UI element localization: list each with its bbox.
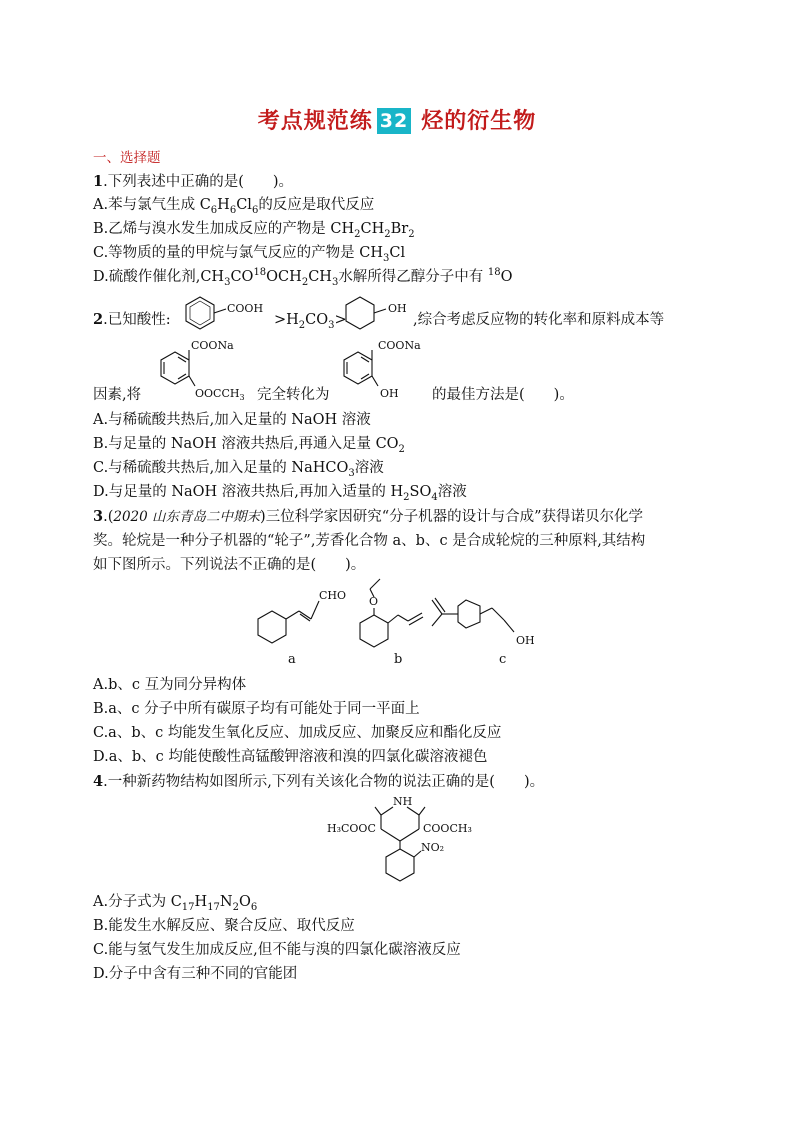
q1-option-c: C.等物质的量的甲烷与氯气反应的产物是 $CH_3Cl$ xyxy=(93,245,406,264)
q2-stem-2c: 的最佳方法是( )。 xyxy=(432,387,574,403)
compound-label-b: b xyxy=(394,652,403,667)
q3-stem-1: 3.(2020 山东青岛二中期末)三位科学家因研究“分子机器的设计与合成”获得诺贝尔化学 xyxy=(93,508,644,525)
coona-label: COONa xyxy=(191,339,234,352)
q4-option-d: D.分子中含有三种不同的官能团 xyxy=(93,966,298,982)
oh-label-3: OH xyxy=(516,634,535,647)
q3-option-a: A.b、c 互为同分异构体 xyxy=(93,677,247,693)
q1-stem xyxy=(93,172,293,192)
q3-option-d: D.a、b、c 均能使酸性高锰酸钾溶液和溴的四氯化碳溶液褪色 xyxy=(93,749,488,765)
nh-label: NH xyxy=(393,795,413,808)
title-topic: 烃的衍生物 xyxy=(421,109,537,134)
q4-option-c: C.能与氢气发生加成反应,但不能与溴的四氯化碳溶液反应 xyxy=(93,942,461,958)
q4-stem: 4.一种新药物结构如图所示,下列有关该化合物的说法正确的是( )。 xyxy=(93,773,545,790)
cho-label: CHO xyxy=(319,589,347,602)
title-prefix: 考点规范练 xyxy=(257,109,373,134)
oh-label-2: OH xyxy=(380,387,399,400)
compound-c-structure xyxy=(430,592,550,652)
compound-label-a: a xyxy=(288,652,296,667)
q2-option-c: C.与稀硫酸共热后,加入足量的 NaHCO$_3$溶液 xyxy=(93,460,384,479)
q1-stem-text: .下列表述中正确的是( )。 xyxy=(103,174,294,190)
no2-label: NO₂ xyxy=(421,841,445,854)
q3-option-b: B.a、c 分子中所有碳原子均有可能处于同一平面上 xyxy=(93,701,420,717)
q2-stem-2a: 因素,将 xyxy=(93,387,142,403)
left-ester-label: H₃COOC xyxy=(327,822,376,835)
q3-source: 2020 山东青岛二中期末 xyxy=(113,509,261,525)
q1-option-a: A.苯与氯气生成 $C_6H_6Cl_6$的反应是取代反应 xyxy=(93,197,375,216)
right-ester-label: COOCH₃ xyxy=(423,822,472,835)
q2-option-b: B.与足量的 NaOH 溶液共热后,再通入足量 $CO_2$ xyxy=(93,436,405,455)
compound-a-structure xyxy=(255,585,355,645)
oh-label: OH xyxy=(388,302,407,315)
sodium-salicylate-structure xyxy=(338,338,438,400)
oocch3-label: $OOCCH_3$ xyxy=(195,387,245,402)
compound-label-c: c xyxy=(499,652,507,667)
page-title xyxy=(0,104,794,135)
q4-option-b: B.能发生水解反应、聚合反应、取代反应 xyxy=(93,918,355,934)
q3-stem-3: 如下图所示。下列说法不正确的是( )。 xyxy=(93,557,366,573)
q2-option-d: D.与足量的 NaOH 溶液共热后,再加入适量的 $H_2SO_4$溶液 xyxy=(93,484,467,503)
q2-stem-1: 2.已知酸性: xyxy=(93,311,171,328)
q1-option-b: B.乙烯与溴水发生加成反应的产物是 $CH_2CH_2Br_2$ xyxy=(93,221,415,240)
q1-number: 1 xyxy=(93,173,104,190)
q2-option-a: A.与稀硫酸共热后,加入足量的 NaOH 溶液 xyxy=(93,412,371,428)
q2-stem-1-tail: ,综合考虑反应物的转化率和原料成本等 xyxy=(413,312,665,328)
coona-label-2: COONa xyxy=(378,339,421,352)
section-heading: 一、选择题 xyxy=(93,150,161,166)
q4-option-a: A.分子式为 $C_{17}H_{17}N_2O_6$ xyxy=(93,894,258,913)
q2-acidity-compare: $>H_2CO_3>$ xyxy=(274,312,347,331)
cooh-label: COOH xyxy=(227,302,264,315)
compound-b-structure xyxy=(358,575,428,650)
q1-option-d: D.硫酸作催化剂$,CH_3CO^{18}OCH_2CH_3$水解所得乙醇分子中有 $^{18}$O xyxy=(93,267,513,288)
phenol-structure xyxy=(344,295,414,335)
title-number-badge: 32 xyxy=(377,108,411,134)
nifedipine-structure xyxy=(325,795,485,885)
q3-stem-2: 奖。轮烷是一种分子机器的“轮子”,芳香化合物 a、b、c 是合成轮烷的三种原料,其结构 xyxy=(93,533,646,549)
q2-stem-2b: 完全转化为 xyxy=(257,387,330,403)
q3-option-c: C.a、b、c 均能发生氧化反应、加成反应、加聚反应和酯化反应 xyxy=(93,725,502,741)
o-label: O xyxy=(369,595,379,608)
benzoic-acid-structure xyxy=(184,295,274,335)
